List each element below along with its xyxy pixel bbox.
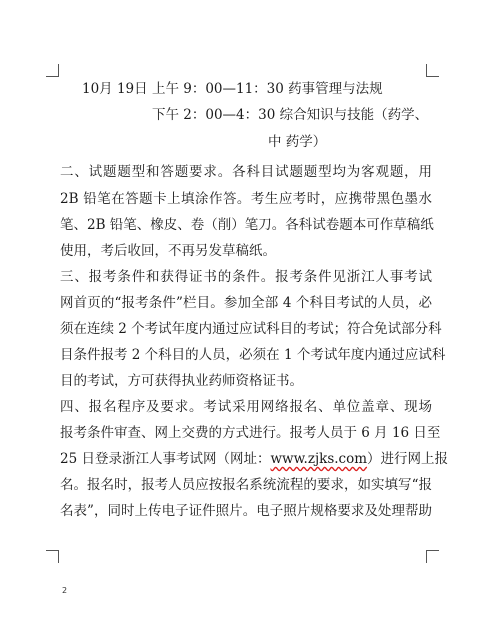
section-4-line-4: 名。报名时，报考人员应按报名系统流程的要求，如实填写“报 [60,477,432,493]
section-2-line-4: 使用，考后收回，不再另发草稿纸。 [60,243,276,259]
section-4-line-2: 报考条件审查、网上交费的方式进行。报考人员于 6 月 16 日至 [60,425,441,441]
crop-mark-top-left [46,64,59,77]
section-2-line-3: 笔、2B 铅笔、橡皮、卷（削）笔刀。各科试卷题本可作草稿纸 [60,217,434,233]
section-4-line-5: 名表”，同时上传电子证件照片。电子照片规格要求及处理帮助 [60,503,432,519]
section-4-line-3-start: 25 日登录浙江人事考试网（网址： [60,451,271,467]
website-url-link[interactable]: www.zjks.com [270,451,368,467]
schedule-afternoon: 下午 2：00—4：30 综合知识与技能（药学、 [152,107,429,123]
schedule-morning: 10月 19日 上午 9：00—11：30 药事管理与法规 [82,81,383,97]
schedule-afternoon-continued: 中 药学） [268,134,327,150]
section-4-line-1: 四、报名程序及要求。考试采用网络报名、单位盖章、现场 [60,399,432,415]
section-3-line-2: 网首页的“报考条件”栏目。参加全部 4 个科目考试的人员，必 [60,295,432,311]
section-3-line-3: 须在连续 2 个考试年度内通过应试科目的考试；符合免试部分科 [60,321,442,337]
crop-mark-top-right [426,64,439,77]
section-3-line-1: 三、报考条件和获得证书的条件。报考条件见浙江人事考试 [60,269,432,285]
section-2-line-1: 二、试题题型和答题要求。各科目试题题型均为客观题，用 [60,164,432,180]
section-2-line-2: 2B 铅笔在答题卡上填涂作答。考生应考时，应携带黑色墨水 [60,191,432,207]
section-3-line-4: 目条件报考 2 个科目的人员，必须在 1 个考试年度内通过应试科 [60,347,446,363]
section-4-line-3 [60,449,449,469]
section-4-line-3-end: ）进行网上报 [367,451,449,467]
page-number: 2 [62,586,68,595]
section-3-line-5: 目的考试，方可获得执业药师资格证书。 [60,373,303,389]
crop-mark-bottom-right [426,550,439,563]
crop-mark-bottom-left [46,550,59,563]
